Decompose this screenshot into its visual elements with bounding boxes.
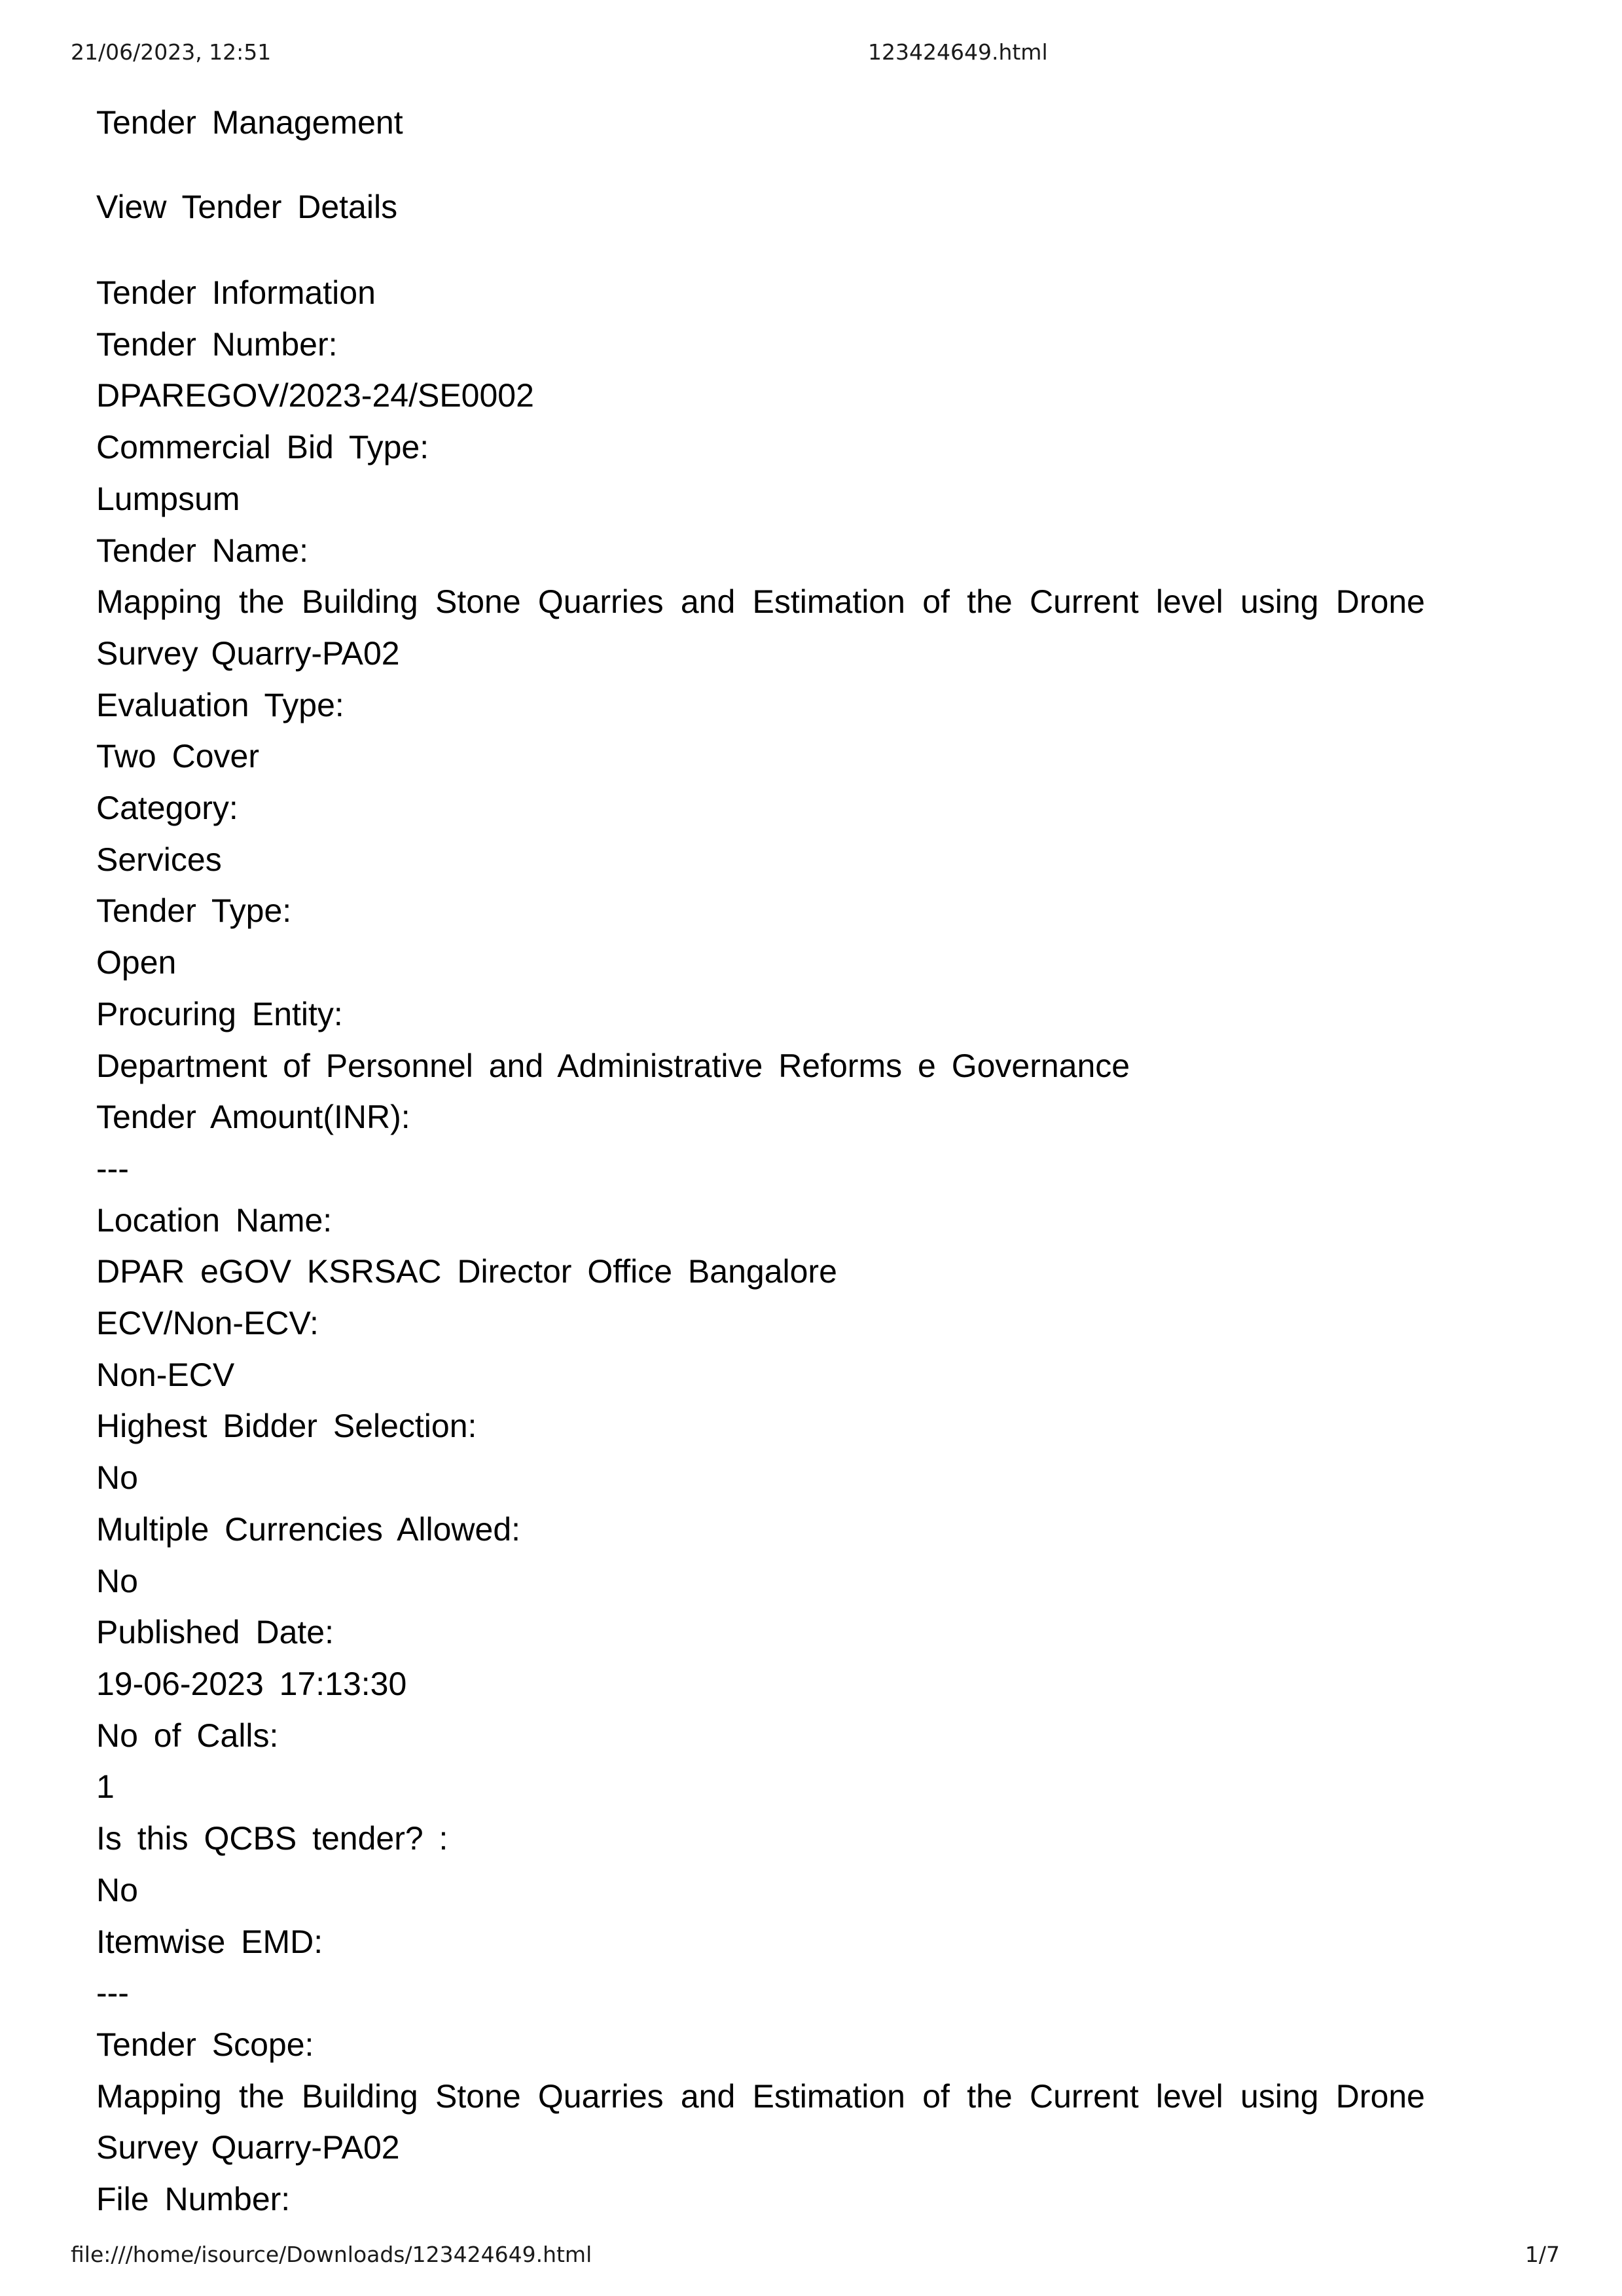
tender-amount-label: Tender Amount(INR): <box>96 1099 410 1136</box>
page-title: View Tender Details <box>96 189 398 225</box>
ecv-value: Non-ECV <box>96 1356 235 1393</box>
category-label: Category: <box>96 790 238 827</box>
tender-scope-label: Tender Scope: <box>96 2026 314 2063</box>
tender-type-label: Tender Type: <box>96 892 292 930</box>
evaluation-type-value: Two Cover <box>96 738 259 775</box>
print-datetime: 21/06/2023, 12:51 <box>71 39 272 65</box>
location-name-label: Location Name: <box>96 1201 333 1239</box>
commercial-bid-type-label: Commercial Bid Type: <box>96 429 429 466</box>
itemwise-emd-value: --- <box>96 1975 129 2012</box>
tender-name-label: Tender Name: <box>96 532 309 569</box>
published-date-value: 19-06-2023 17:13:30 <box>96 1665 407 1702</box>
tender-scope-value: Mapping the Building Stone Quarries and Estimation of the Current level using Drone Survey Quarry-PA02 <box>96 2077 1425 2166</box>
qcbs-value: No <box>96 1871 138 1908</box>
procuring-entity-value: Department of Personnel and Administrative Reforms e Governance <box>96 1047 1130 1084</box>
ecv-label: ECV/Non-ECV: <box>96 1305 319 1342</box>
published-date-label: Published Date: <box>96 1614 334 1651</box>
tender-name-value: Mapping the Building Stone Quarries and Estimation of the Current level using Drone Survey Quarry-PA02 <box>96 583 1425 672</box>
multiple-currencies-label: Multiple Currencies Allowed: <box>96 1510 521 1548</box>
location-name-value: DPAR eGOV KSRSAC Director Office Bangalore <box>96 1253 837 1290</box>
module-title: Tender Management <box>96 104 403 141</box>
print-page-number: 1/7 <box>1524 2242 1560 2267</box>
tender-amount-value: --- <box>96 1150 129 1187</box>
print-file-path: file:///home/isource/Downloads/123424649.html <box>71 2242 592 2267</box>
qcbs-label: Is this QCBS tender? : <box>96 1820 448 1857</box>
category-value: Services <box>96 841 222 878</box>
tender-number-value: DPAREGOV/2023-24/SE0002 <box>96 377 534 414</box>
highest-bidder-selection-label: Highest Bidder Selection: <box>96 1408 477 1445</box>
section-title: Tender Information <box>96 274 376 311</box>
tender-type-value: Open <box>96 944 177 981</box>
tender-number-label: Tender Number: <box>96 325 338 363</box>
no-of-calls-value: 1 <box>96 1768 115 1806</box>
no-of-calls-label: No of Calls: <box>96 1717 279 1754</box>
procuring-entity-label: Procuring Entity: <box>96 995 343 1032</box>
print-filename: 123424649.html <box>868 39 1048 65</box>
itemwise-emd-label: Itemwise EMD: <box>96 1923 323 1960</box>
multiple-currencies-value: No <box>96 1562 138 1599</box>
evaluation-type-label: Evaluation Type: <box>96 686 344 723</box>
tender-information-section <box>96 267 1425 2225</box>
file-number-label: File Number: <box>96 2181 291 2218</box>
commercial-bid-type-value: Lumpsum <box>96 480 240 517</box>
highest-bidder-selection-value: No <box>96 1459 138 1497</box>
